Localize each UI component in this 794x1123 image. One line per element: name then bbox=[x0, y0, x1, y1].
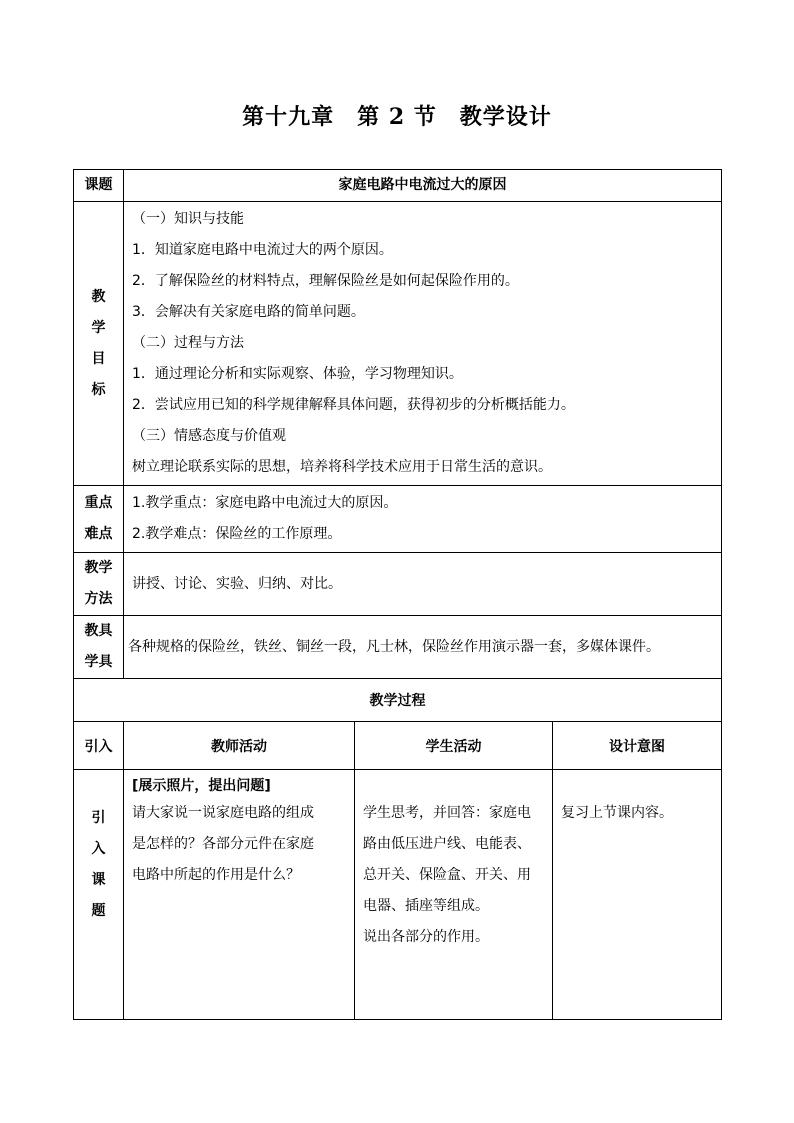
tools-label bbox=[74, 616, 124, 679]
methods-value: 讲授、讨论、实验、归纳、对比。 bbox=[124, 553, 722, 616]
objectives-content bbox=[124, 202, 722, 486]
tools-label-line: 教具 bbox=[84, 623, 113, 639]
process-heading-row bbox=[74, 679, 722, 722]
course-label: 课题 bbox=[74, 170, 124, 202]
column-header-intent: 设计意图 bbox=[553, 722, 722, 770]
key-points-label bbox=[74, 486, 124, 553]
lesson-plan-table bbox=[73, 169, 722, 1020]
objective-line: 2．了解保险丝的材料特点，理解保险丝是如何起保险作用的。 bbox=[132, 273, 519, 289]
student-activity-line: 学生思考，并回答：家庭电 bbox=[363, 805, 531, 821]
objectives-label-char: 学 bbox=[91, 319, 106, 336]
course-row bbox=[74, 170, 722, 202]
student-activity bbox=[355, 770, 553, 1020]
process-row-label-char: 引 bbox=[91, 809, 106, 826]
objectives-label-char: 目 bbox=[91, 350, 106, 367]
page-title: 第十九章 第 2 节 教学设计 bbox=[242, 104, 552, 130]
key-points-row bbox=[74, 486, 722, 553]
process-row-label-char: 课 bbox=[91, 871, 106, 888]
methods-label bbox=[74, 553, 124, 616]
process-row-label bbox=[74, 770, 124, 1020]
objective-line: 树立理论联系实际的思想，培养将科学技术应用于日常生活的意识。 bbox=[132, 459, 552, 475]
design-intent-text: 复习上节课内容。 bbox=[561, 805, 673, 821]
key-points-content bbox=[124, 486, 722, 553]
column-header-intro: 引入 bbox=[74, 722, 124, 770]
teacher-activity-line: 电路中所起的作用是什么？ bbox=[132, 867, 300, 883]
teacher-activity-line: 是怎样的？各部分元件在家庭 bbox=[132, 836, 314, 852]
key-points-label-line: 重点 bbox=[84, 495, 113, 511]
teacher-activity-heading: [展示照片，提出问题] bbox=[132, 778, 271, 794]
objectives-label bbox=[74, 202, 124, 486]
objectives-label-char: 标 bbox=[91, 381, 106, 398]
tools-value-text: 各种规格的保险丝，铁丝、铜丝一段，凡士林，保险丝作用演示器一套，多媒体课件。 bbox=[128, 638, 660, 655]
methods-label-line: 方法 bbox=[84, 591, 113, 607]
process-columns-row bbox=[74, 722, 722, 770]
objective-line: 3．会解决有关家庭电路的简单问题。 bbox=[132, 304, 365, 320]
objective-line: （二）过程与方法 bbox=[132, 335, 244, 351]
process-row bbox=[74, 770, 722, 1020]
objective-line: 1．通过理论分析和实际观察、体验，学习物理知识。 bbox=[132, 366, 463, 382]
tools-value bbox=[124, 616, 722, 679]
student-activity-line: 说出各部分的作用。 bbox=[363, 929, 489, 945]
key-points-label-line: 难点 bbox=[84, 526, 113, 542]
objective-line: （三）情感态度与价值观 bbox=[132, 428, 286, 444]
design-intent bbox=[553, 770, 722, 1020]
objective-line: （一）知识与技能 bbox=[132, 211, 244, 227]
student-activity-line: 电器、插座等组成。 bbox=[363, 898, 489, 914]
column-header-student: 学生活动 bbox=[355, 722, 553, 770]
column-header-teacher: 教师活动 bbox=[124, 722, 355, 770]
objectives-row bbox=[74, 202, 722, 486]
teacher-activity-line: 请大家说一说家庭电路的组成 bbox=[132, 805, 314, 821]
teacher-activity bbox=[124, 770, 355, 1020]
process-row-label-char: 入 bbox=[91, 840, 106, 857]
tools-row bbox=[74, 616, 722, 679]
student-activity-line: 总开关、保险盒、开关、用 bbox=[363, 867, 531, 883]
course-value: 家庭电路中电流过大的原因 bbox=[124, 170, 722, 202]
key-point-line: 1.教学重点：家庭电路中电流过大的原因。 bbox=[132, 495, 398, 511]
key-point-line: 2.教学难点：保险丝的工作原理。 bbox=[132, 526, 342, 542]
objectives-label-char: 教 bbox=[91, 288, 106, 305]
objective-line: 1．知道家庭电路中电流过大的两个原因。 bbox=[132, 242, 393, 258]
methods-label-line: 教学 bbox=[84, 560, 113, 576]
tools-label-line: 学具 bbox=[84, 654, 113, 670]
objective-line: 2．尝试应用已知的科学规律解释具体问题，获得初步的分析概括能力。 bbox=[132, 397, 575, 413]
student-activity-line: 路由低压进户线、电能表、 bbox=[363, 836, 531, 852]
process-heading: 教学过程 bbox=[74, 679, 722, 722]
methods-row bbox=[74, 553, 722, 616]
process-row-label-char: 题 bbox=[91, 902, 106, 919]
